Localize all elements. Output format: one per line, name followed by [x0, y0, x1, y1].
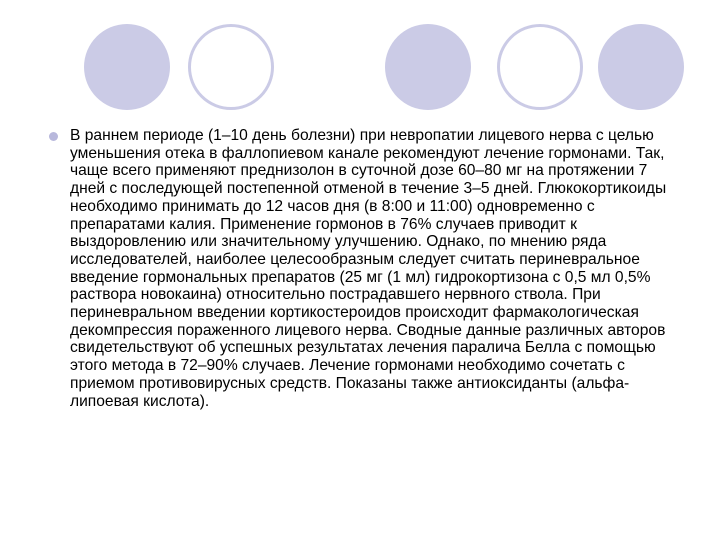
decor-circle-filled [385, 24, 471, 110]
decor-circle-ring [188, 24, 274, 110]
decor-circle-filled [84, 24, 170, 110]
slide-content [54, 127, 684, 410]
decor-circle-ring [497, 24, 583, 110]
slide-paragraph: В раннем периоде (1–10 день болезни) при невропатии лицевого нерва с целью уменьшения отека в фаллопиевом канале рекомендуют лечение гормонами. Так, чаще всего применяют преднизолон в суточной дозе 60–80 мг на протяжении 7 дней с последующей постепенной отменой в течение 3–5 дней. Глюкокортикоиды необходимо принимать до 12 часов дня (в 8:00 и 11:00) одновременно с препаратами калия. Применение гормонов в 76% случаев приводит к выздоровлению или значительному улучшению. Однако, по мнению ряда исследователей, наиболее целесообразным следует считать периневральное введение гормональных препаратов (25 мг (1 мл) гидрокортизона с 0,5 мл 0,5% раствора новокаина) относительно пострадавшего нервного ствола. При периневральном введении кортикостероидов происходит фармакологическая декомпрессия пораженного лицевого нерва. Сводные данные различных авторов свидетельствуют об успешных результатах лечения паралича Белла с помощью этого метода в 72–90% случаев. Лечение гормонами необходимо сочетать с приемом противовирусных средств. Показаны также антиоксиданты (альфа-липоевая кислота). [70, 127, 667, 410]
bullet-dot-icon [49, 132, 58, 141]
decor-circle-filled [598, 24, 684, 110]
